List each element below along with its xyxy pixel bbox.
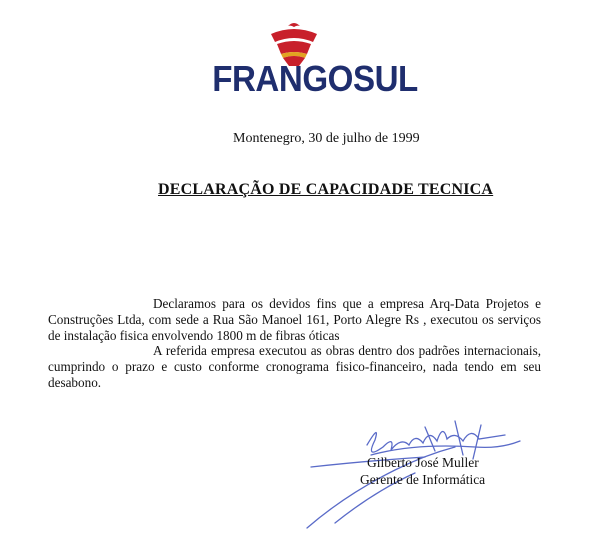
company-wordmark: FRANGOSUL xyxy=(212,58,418,99)
declaration-body xyxy=(48,296,541,391)
paragraph-2: A referida empresa executou as obras dentro dos padrões internacionais, cumprindo o prazo e custo conforme cronograma fisico-financeiro, nada tendo em seu desabono. xyxy=(48,343,541,390)
date-line: Montenegro, 30 de julho de 1999 xyxy=(233,131,420,146)
signer-name: Gilberto José Muller xyxy=(367,455,479,470)
paragraph-1: Declaramos para os devidos fins que a empresa Arq-Data Projetos e Construções Ltda, com sede a Rua São Manoel 161, Porto Alegre Rs , executou os serviços de instalação fisica envolvendo 1800 m de fibras óticas xyxy=(48,296,541,343)
document-title: DECLARAÇÃO DE CAPACIDADE TECNICA xyxy=(158,181,494,198)
signer-role: Gerente de Informática xyxy=(360,472,486,487)
